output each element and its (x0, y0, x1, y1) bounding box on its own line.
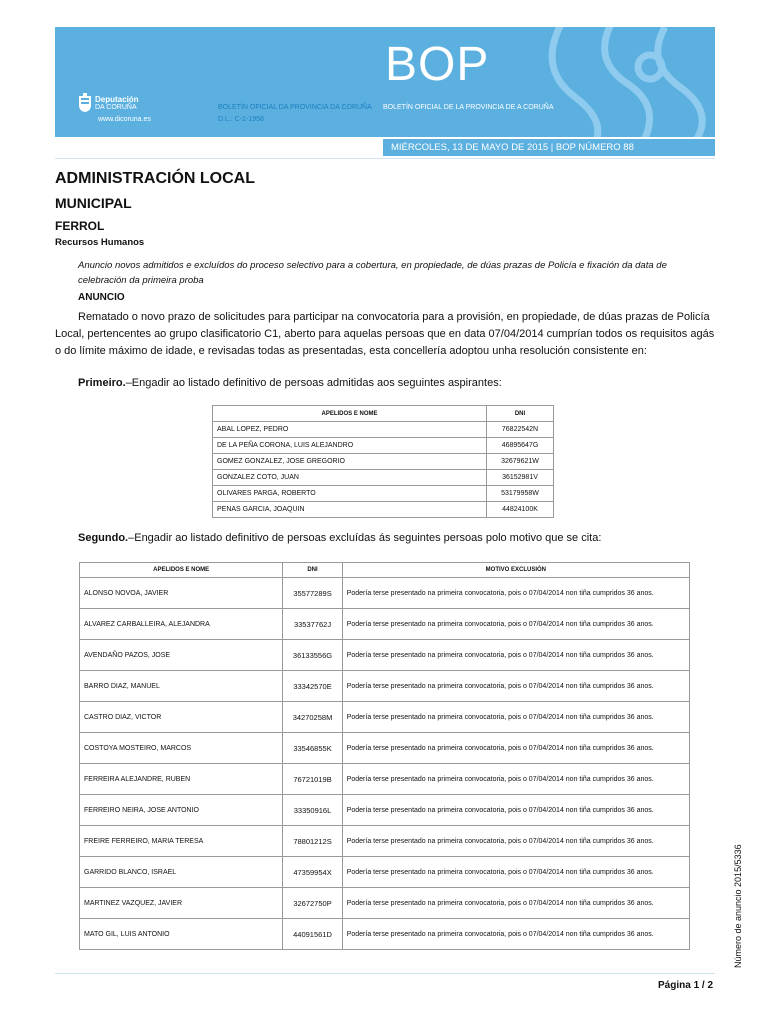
cell-reason: Podería terse presentado na primeira convocatoria, pois o 07/04/2014 non tiña cumpridos 36 anos. (342, 888, 689, 919)
cell-name: ALVAREZ CARBALLEIRA, ALEJANDRA (80, 609, 283, 640)
column-header-name: APELIDOS E NOME (80, 563, 283, 578)
cell-dni: 33546855K (283, 733, 342, 764)
bop-title: BOP (385, 38, 490, 91)
cell-dni: 53179958W (487, 486, 554, 502)
cell-reason: Podería terse presentado na primeira convocatoria, pois o 07/04/2014 non tiña cumpridos 36 anos. (342, 919, 689, 950)
cell-dni: 44091561D (283, 919, 342, 950)
table-row (80, 609, 690, 640)
cell-dni: 44824100K (487, 502, 554, 518)
table-row (80, 857, 690, 888)
cell-reason: Podería terse presentado na primeira convocatoria, pois o 07/04/2014 non tiña cumpridos 36 anos. (342, 857, 689, 888)
table-row (80, 702, 690, 733)
cell-dni: 76822542N (487, 422, 554, 438)
table-row (80, 888, 690, 919)
cell-reason: Podería terse presentado na primeira convocatoria, pois o 07/04/2014 non tiña cumpridos 36 anos. (342, 826, 689, 857)
cell-dni: 35577289S (283, 578, 342, 609)
body-paragraph: Rematado o novo prazo de solicitudes para participar na convocatoria para a provisión, en propiedade, de dúas prazas de Policía Local, pertencentes ao grupo clasificatorio C1, aberto para aquelas persoas que en data 07/04/2014 cumprían todos os requisitos agás o do límite máximo de idade, e revisadas todas as presentadas, esta concellería adoptou unha resolución consistente en: (55, 311, 715, 357)
cell-dni: 32672750P (283, 888, 342, 919)
cell-name: DE LA PEÑA CORONA, LUIS ALEJANDRO (213, 438, 487, 454)
cell-dni: 47359954X (283, 857, 342, 888)
date-bar: MIÉRCOLES, 13 DE MAYO DE 2015 | BOP NÚMERO 88 (383, 139, 715, 156)
page-number: Página 1 / 2 (658, 980, 714, 991)
header-banner (55, 27, 715, 137)
table-row (80, 795, 690, 826)
primeiro-text: –Engadir ao listado definitivo de persoas admitidas aos seguintes aspirantes: (125, 377, 502, 389)
cell-name: COSTOYA MOSTEIRO, MARCOS (80, 733, 283, 764)
cell-dni: 76721019B (283, 764, 342, 795)
primeiro-line (78, 377, 502, 389)
table-header-row (80, 563, 690, 578)
cell-dni: 36152981V (487, 470, 554, 486)
cell-name: GOMEZ GONZALEZ, JOSE GREGORIO (213, 454, 487, 470)
anuncio-label: ANUNCIO (78, 292, 125, 303)
cell-reason: Podería terse presentado na primeira convocatoria, pois o 07/04/2014 non tiña cumpridos 36 anos. (342, 795, 689, 826)
cell-dni: 33537762J (283, 609, 342, 640)
cell-reason: Podería terse presentado na primeira convocatoria, pois o 07/04/2014 non tiña cumpridos 36 anos. (342, 733, 689, 764)
cell-name: MARTINEZ VAZQUEZ, JAVIER (80, 888, 283, 919)
header-divider (55, 158, 715, 159)
cell-dni: 33342570E (283, 671, 342, 702)
logo-subtitle: DA CORUÑA (95, 104, 137, 111)
cell-dni: 46895647G (487, 438, 554, 454)
primeiro-label: Primeiro. (78, 377, 126, 389)
cell-dni: 34270258M (283, 702, 342, 733)
cell-name: ALONSO NOVOA, JAVIER (80, 578, 283, 609)
segundo-line (78, 532, 601, 544)
table-row (213, 486, 554, 502)
table-row (80, 733, 690, 764)
department-title: Recursos Humanos (55, 237, 145, 248)
segundo-label: Segundo. (78, 532, 129, 544)
table-row (80, 578, 690, 609)
cell-reason: Podería terse presentado na primeira convocatoria, pois o 07/04/2014 non tiña cumpridos 36 anos. (342, 640, 689, 671)
announcement-summary: Anuncio novos admitidos e excluídos do proceso selectivo para a cobertura, en propiedade, de dúas prazas de Policía e fixación da data de celebración da primeira proba (78, 260, 667, 286)
footer-divider (55, 973, 715, 974)
cell-reason: Podería terse presentado na primeira convocatoria, pois o 07/04/2014 non tiña cumpridos 36 anos. (342, 702, 689, 733)
table-row (80, 640, 690, 671)
table-row (213, 422, 554, 438)
excluded-table (79, 562, 690, 950)
section-title: ADMINISTRACIÓN LOCAL (55, 170, 255, 187)
cell-reason: Podería terse presentado na primeira convocatoria, pois o 07/04/2014 non tiña cumpridos 36 anos. (342, 764, 689, 795)
cell-name: PENAS GARCIA, JOAQUIN (213, 502, 487, 518)
table-row (80, 919, 690, 950)
column-header-name: APELIDOS E NOME (213, 406, 487, 422)
deputacion-logo-icon (78, 93, 92, 113)
table-row (213, 470, 554, 486)
cell-reason: Podería terse presentado na primeira convocatoria, pois o 07/04/2014 non tiña cumpridos 36 anos. (342, 578, 689, 609)
table-row (213, 438, 554, 454)
municipality-title: FERROL (55, 219, 105, 233)
cell-name: FREIRE FERREIRO, MARIA TERESA (80, 826, 283, 857)
cell-reason: Podería terse presentado na primeira convocatoria, pois o 07/04/2014 non tiña cumpridos 36 anos. (342, 671, 689, 702)
admitted-table (212, 405, 554, 518)
logo-name: Deputación (95, 95, 139, 104)
cell-reason: Podería terse presentado na primeira convocatoria, pois o 07/04/2014 non tiña cumpridos 36 anos. (342, 609, 689, 640)
segundo-text: –Engadir ao listado definitivo de persoas excluídas ás seguintes persoas polo motivo que se cita: (128, 532, 602, 544)
table-row (213, 502, 554, 518)
column-header-reason: MOTIVO EXCLUSIÓN (342, 563, 689, 578)
subsection-title: MUNICIPAL (55, 195, 132, 211)
cell-dni: 33350916L (283, 795, 342, 826)
cell-name: FERREIRA ALEJANDRE, RUBEN (80, 764, 283, 795)
column-header-dni: DNI (487, 406, 554, 422)
cell-name: ABAL LOPEZ, PEDRO (213, 422, 487, 438)
cell-dni: 36133556G (283, 640, 342, 671)
announcement-number: Número de anuncio 2015/5336 (733, 844, 743, 968)
cell-name: GARRIDO BLANCO, ISRAEL (80, 857, 283, 888)
cell-name: BARRO DIAZ, MANUEL (80, 671, 283, 702)
cell-name: FERREIRO NEIRA, JOSE ANTONIO (80, 795, 283, 826)
bulletin-title-es: BOLETÍN OFICIAL DE LA PROVINCIA DE A CORUÑA (383, 104, 554, 111)
legal-deposit: D.L.: C-1-1958 (218, 116, 264, 123)
website-url: www.dicoruna.es (98, 116, 151, 123)
bulletin-title-gl: BOLETÍN OFICIAL DA PROVINCIA DA CORUÑA (218, 104, 372, 111)
column-header-dni: DNI (283, 563, 342, 578)
table-row (80, 826, 690, 857)
table-row (80, 671, 690, 702)
cell-name: AVENDAÑO PAZOS, JOSE (80, 640, 283, 671)
cell-dni: 32679621W (487, 454, 554, 470)
cell-name: OLIVARES PARGA, ROBERTO (213, 486, 487, 502)
table-row (80, 764, 690, 795)
cell-name: MATO GIL, LUIS ANTONIO (80, 919, 283, 950)
cell-dni: 78801212S (283, 826, 342, 857)
cell-name: GONZALEZ COTO, JUAN (213, 470, 487, 486)
cell-name: CASTRO DIAZ, VICTOR (80, 702, 283, 733)
table-row (213, 454, 554, 470)
table-header-row (213, 406, 554, 422)
